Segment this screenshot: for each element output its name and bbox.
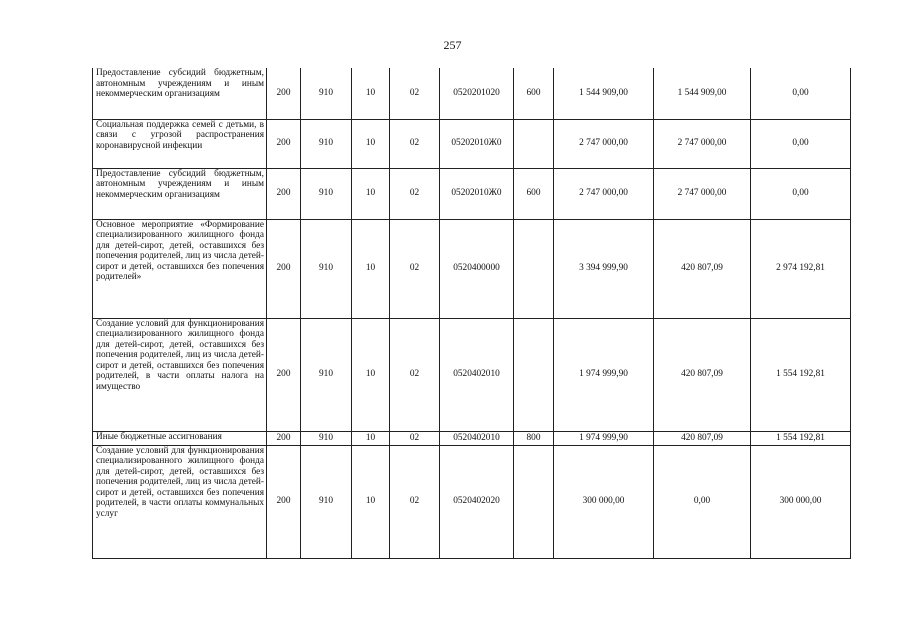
- row-name: Иные бюджетные ассигнования: [93, 431, 267, 445]
- cell-value-3: 1 554 192,81: [751, 431, 851, 445]
- cell-type: 600: [514, 68, 554, 119]
- cell-value-3: 1 554 192,81: [751, 318, 851, 431]
- cell-col1: 200: [267, 68, 301, 119]
- table-row: [93, 68, 851, 119]
- cell-col1: 200: [267, 431, 301, 445]
- cell-code: 0520402010: [440, 318, 514, 431]
- cell-value-1: 300 000,00: [554, 445, 654, 558]
- cell-col2: 910: [301, 445, 352, 558]
- cell-value-2: 2 747 000,00: [654, 168, 751, 219]
- row-name: Предоставление субсидий бюджетным, автономным учреждениям и иным некоммерческим организациям: [93, 168, 267, 219]
- cell-code: 0520201020: [440, 68, 514, 119]
- cell-col3: 10: [352, 219, 390, 318]
- row-name: Создание условий для функционирования специализированного жилищного фонда для детей-сирот, детей, оставшихся без попечения родителей, лиц из числа детей-сирот и детей, оставшихся без попечения родителей, в части оплаты коммунальных услуг: [93, 445, 267, 558]
- cell-type: 800: [514, 431, 554, 445]
- table-row: [93, 168, 851, 219]
- cell-col4: 02: [390, 119, 440, 168]
- cell-col4: 02: [390, 318, 440, 431]
- cell-col4: 02: [390, 445, 440, 558]
- row-name: Предоставление субсидий бюджетным, автономным учреждениям и иным некоммерческим организациям: [93, 68, 267, 119]
- page-number: 257: [443, 38, 462, 52]
- cell-col4: 02: [390, 431, 440, 445]
- cell-col4: 02: [390, 219, 440, 318]
- cell-col1: 200: [267, 318, 301, 431]
- cell-type: [514, 119, 554, 168]
- cell-col4: 02: [390, 68, 440, 119]
- cell-col2: 910: [301, 119, 352, 168]
- table-row: [93, 219, 851, 318]
- cell-type: 600: [514, 168, 554, 219]
- cell-col1: 200: [267, 168, 301, 219]
- cell-value-2: 420 807,09: [654, 431, 751, 445]
- budget-table: [92, 68, 851, 559]
- cell-value-2: 2 747 000,00: [654, 119, 751, 168]
- cell-col3: 10: [352, 168, 390, 219]
- row-name: Основное мероприятие «Формирование специализированного жилищного фонда для детей-сирот, детей, оставшихся без попечения родителей, лиц из числа детей-сирот и детей, оставшихся без попечения родителей»: [93, 219, 267, 318]
- cell-value-1: 1 974 999,90: [554, 318, 654, 431]
- cell-value-2: 420 807,09: [654, 219, 751, 318]
- cell-col3: 10: [352, 445, 390, 558]
- cell-col3: 10: [352, 68, 390, 119]
- cell-type: [514, 219, 554, 318]
- cell-col2: 910: [301, 68, 352, 119]
- cell-value-1: 3 394 999,90: [554, 219, 654, 318]
- cell-col3: 10: [352, 318, 390, 431]
- cell-value-1: 2 747 000,00: [554, 119, 654, 168]
- table-row: [93, 318, 851, 431]
- cell-value-3: 2 974 192,81: [751, 219, 851, 318]
- cell-value-3: 0,00: [751, 119, 851, 168]
- cell-type: [514, 445, 554, 558]
- cell-value-1: 1 544 909,00: [554, 68, 654, 119]
- row-name: Социальная поддержка семей с детьми, в связи с угрозой распространения коронавирусной инфекции: [93, 119, 267, 168]
- row-name: Создание условий для функционирования специализированного жилищного фонда для детей-сирот, детей, оставшихся без попечения родителей, лиц из числа детей-сирот и детей, оставшихся без попечения родителей, в части оплаты налога на имущество: [93, 318, 267, 431]
- cell-value-1: 1 974 999,90: [554, 431, 654, 445]
- cell-col4: 02: [390, 168, 440, 219]
- cell-value-2: 0,00: [654, 445, 751, 558]
- cell-col1: 200: [267, 445, 301, 558]
- cell-col1: 200: [267, 219, 301, 318]
- cell-value-1: 2 747 000,00: [554, 168, 654, 219]
- cell-value-3: 300 000,00: [751, 445, 851, 558]
- cell-value-3: 0,00: [751, 68, 851, 119]
- cell-col1: 200: [267, 119, 301, 168]
- cell-col2: 910: [301, 431, 352, 445]
- table-row: [93, 445, 851, 558]
- cell-value-2: 1 544 909,00: [654, 68, 751, 119]
- cell-col2: 910: [301, 219, 352, 318]
- cell-code: 0520402010: [440, 431, 514, 445]
- cell-value-2: 420 807,09: [654, 318, 751, 431]
- cell-value-3: 0,00: [751, 168, 851, 219]
- cell-code: 0520400000: [440, 219, 514, 318]
- table-row: [93, 431, 851, 445]
- cell-col2: 910: [301, 318, 352, 431]
- cell-col3: 10: [352, 119, 390, 168]
- cell-code: 0520402020: [440, 445, 514, 558]
- cell-col3: 10: [352, 431, 390, 445]
- cell-type: [514, 318, 554, 431]
- cell-col2: 910: [301, 168, 352, 219]
- cell-code: 05202010Ж0: [440, 168, 514, 219]
- table-row: [93, 119, 851, 168]
- cell-code: 05202010Ж0: [440, 119, 514, 168]
